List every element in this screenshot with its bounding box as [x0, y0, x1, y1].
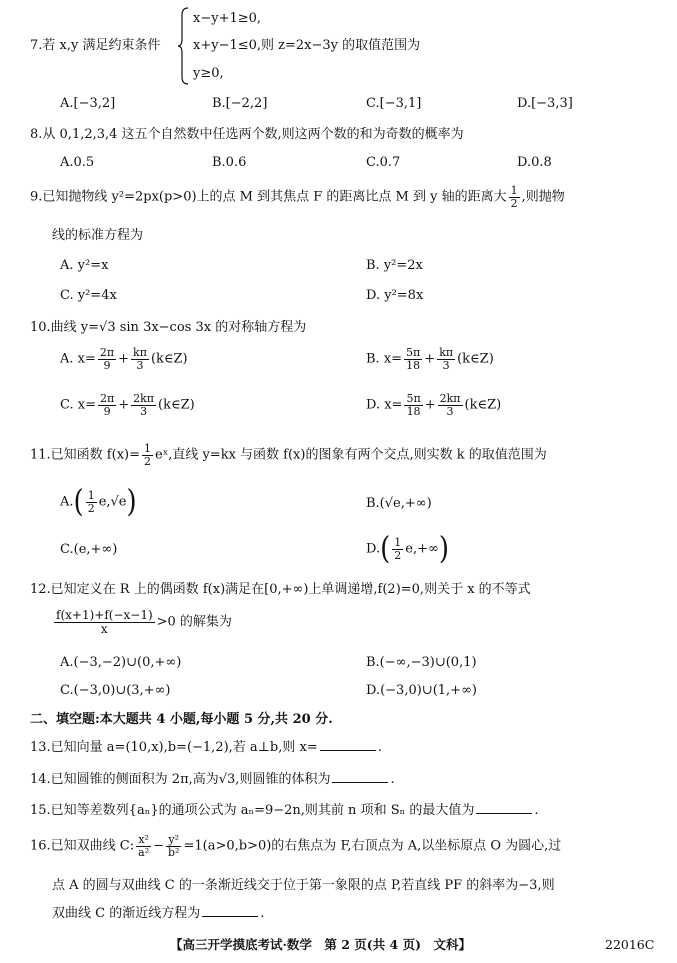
q16-fraction-2-num: y²: [166, 834, 181, 847]
q16-line-2: 点 A 的圆与双曲线 C 的一条渐近线交于位于第一象限的点 P,若直线 PF 的斜率为−3,则: [52, 878, 555, 893]
q11-d-fraction-num: 1: [394, 535, 402, 549]
q7-condition-1: x−y+1≥0,: [193, 11, 262, 26]
q10-d-pre: D. x=: [366, 397, 403, 413]
q9-fraction: [509, 185, 520, 209]
q9-option-c: C. y²=4x: [60, 288, 117, 303]
q11-fraction-den: 2: [144, 454, 151, 468]
q11-a-fraction-num: 1: [87, 488, 95, 502]
q10-d-plus: +: [424, 397, 436, 413]
q9-option-a: A. y²=x: [60, 258, 109, 273]
q10-b-plus: +: [424, 351, 436, 367]
q10-a-pre: A. x=: [60, 351, 96, 367]
q10-c-frac1-num: 2π: [99, 392, 115, 405]
q10-d-post: (k∈Z): [464, 397, 502, 413]
q12-option-c: C.(−3,0)∪(3,+∞): [60, 683, 171, 698]
q10-d-frac2-den: 3: [446, 404, 454, 418]
q7-condition-2-text: x+y−1≤0,: [193, 38, 262, 53]
q11-a-fraction-den: 2: [87, 501, 95, 515]
q13-text: 13.已知向量 a=(10,x),b=(−1,2),若 a⊥b,则 x=: [30, 740, 318, 755]
q13-end: .: [377, 740, 382, 755]
q14-end: .: [390, 772, 395, 787]
q16-end: .: [260, 906, 265, 921]
q10-d-frac2: [438, 393, 463, 417]
q10-b-post: (k∈Z): [457, 351, 494, 367]
q10-b-frac1: [404, 347, 422, 371]
q8-stem: 8.从 0,1,2,3,4 这五个自然数中任选两个数,则这两个数的和为奇数的概率为: [30, 127, 464, 142]
q9-fraction-num: 1: [510, 184, 518, 197]
q10-b-frac2-num: kπ: [439, 346, 454, 359]
q7-option-a: A.[−3,2]: [60, 96, 116, 111]
q12-fraction-den: x: [100, 621, 108, 636]
q15-end: .: [534, 803, 539, 818]
q16-text-d: 双曲线 C 的渐近线方程为: [52, 906, 201, 921]
q10-a-frac1-num: 2π: [99, 346, 115, 359]
q10-a-frac1: [98, 347, 116, 371]
q10-option-a: [60, 347, 188, 371]
q11-a-rest: e,√e: [98, 494, 127, 510]
q16-answer-blank[interactable]: [202, 916, 258, 917]
q7-condition-2: [193, 38, 420, 54]
q11-stem-a: 11.已知函数 f(x)=: [30, 447, 140, 463]
q9-stem-a: 9.已知抛物线 y²=2px(p>0)上的点 M 到其焦点 F 的距离比点 M 到 y 轴的距离大: [30, 189, 507, 205]
q11-fraction: [142, 443, 153, 467]
right-paren-icon: ): [438, 531, 449, 567]
q10-c-frac2-den: 3: [140, 404, 148, 418]
q10-c-frac2: [131, 393, 156, 417]
q11-d-fraction: [392, 537, 403, 561]
q16-fraction-2: [166, 834, 181, 858]
q15: [30, 803, 539, 819]
q10-d-frac2-num: 2kπ: [439, 392, 461, 405]
q10-option-c: [60, 393, 195, 417]
q7-option-b: B.[−2,2]: [212, 96, 268, 111]
q7-option-c: C.[−3,1]: [366, 96, 422, 111]
q9-option-d: D. y²=8x: [366, 288, 424, 303]
q11-d-label: D.: [366, 541, 381, 557]
q9-stem-b: ,则抛物: [521, 189, 565, 205]
q12-fraction: [54, 609, 155, 635]
q16-line-3: [52, 906, 264, 922]
q8-option-b: B.0.6: [212, 155, 247, 170]
q12-option-b: B.(−∞,−3)∪(0,1): [366, 655, 477, 670]
brace-icon: [177, 7, 191, 85]
q11-d-rest: e,+∞: [405, 541, 439, 557]
q10-d-frac1: [404, 393, 422, 417]
q11-d-fraction-den: 2: [394, 548, 402, 562]
left-paren-icon: (: [73, 484, 84, 520]
q10-a-frac2: [131, 347, 149, 371]
q7-stem: 7.若 x,y 满足约束条件: [30, 38, 161, 53]
q10-c-frac2-num: 2kπ: [133, 392, 155, 405]
q10-d-frac1-den: 18: [406, 404, 421, 418]
q10-c-frac1-den: 9: [103, 404, 111, 418]
q10-c-frac1: [98, 393, 116, 417]
section-heading: 二、填空题:本大题共 4 小题,每小题 5 分,共 20 分.: [30, 712, 333, 727]
q10-option-b: [366, 347, 494, 371]
q10-b-frac1-den: 18: [406, 358, 421, 372]
q14-text: 14.已知圆锥的侧面积为 2π,高为√3,则圆锥的体积为: [30, 772, 331, 787]
q16-line-1: [30, 834, 561, 858]
q7-condition-3: y≥0,: [193, 66, 224, 81]
q11-fraction-num: 1: [144, 442, 151, 455]
q11-stem: [30, 443, 547, 467]
q13: [30, 740, 382, 756]
q11-option-c: C.(e,+∞): [60, 542, 118, 557]
q9-stem-continued: 线的标准方程为: [52, 228, 144, 243]
q13-answer-blank[interactable]: [320, 750, 376, 751]
q15-answer-blank[interactable]: [476, 813, 532, 814]
q7-option-d: D.[−3,3]: [517, 96, 573, 111]
q16-text-a: 16.已知双曲线 C:: [30, 838, 135, 854]
q14: [30, 772, 395, 788]
q10-b-frac2-den: 3: [442, 358, 450, 372]
q10-a-frac2-den: 3: [136, 358, 144, 372]
q11-stem-b: eˣ,直线 y=kx 与函数 f(x)的图象有两个交点,则实数 k 的取值范围为: [155, 447, 547, 463]
q9-option-b: B. y²=2x: [366, 258, 423, 273]
q12-tail: >0 的解集为: [156, 614, 232, 630]
q10-a-frac2-num: kπ: [133, 346, 147, 359]
q10-c-plus: +: [118, 397, 130, 413]
left-paren-icon: (: [380, 531, 391, 567]
q16-fraction-1: [136, 834, 151, 858]
q7-condition-2-tail: 则 z=2x−3y 的取值范围为: [261, 38, 421, 53]
q10-stem: 10.曲线 y=√3 sin 3x−cos 3x 的对称轴方程为: [30, 320, 307, 335]
q16-fraction-1-den: a²: [138, 845, 150, 859]
q8-option-a: A.0.5: [60, 155, 95, 170]
q10-b-pre: B. x=: [366, 351, 403, 367]
q9-fraction-den: 2: [510, 196, 518, 210]
q10-c-post: (k∈Z): [158, 397, 195, 413]
q16-minus: −: [153, 838, 165, 854]
q11-a-fraction: [86, 490, 97, 514]
q16-fraction-1-num: x²: [136, 834, 151, 847]
page-footer: 【高三开学摸底考试·数学 第 2 页(共 4 页) 文科】: [170, 937, 471, 952]
q10-option-d: [366, 393, 501, 417]
q10-a-frac1-den: 9: [103, 358, 111, 372]
q16-fraction-2-den: b²: [168, 845, 180, 859]
q8-option-d: D.0.8: [517, 155, 552, 170]
q10-a-post: (k∈Z): [150, 351, 188, 367]
right-paren-icon: ): [126, 484, 137, 520]
q14-answer-blank[interactable]: [332, 782, 388, 783]
q15-text: 15.已知等差数列{aₙ}的通项公式为 aₙ=9−2n,则其前 n 项和 Sₙ 的最大值为: [30, 803, 475, 818]
q11-a-label: A.: [60, 494, 74, 510]
q12-inequality: [52, 609, 232, 635]
q10-b-frac2: [437, 347, 455, 371]
q10-a-plus: +: [118, 351, 130, 367]
exam-code: 22016C: [605, 937, 655, 952]
q12-stem: 12.已知定义在 R 上的偶函数 f(x)满足在[0,+∞)上单调递增,f(2)=0,则关于 x 的不等式: [30, 582, 531, 597]
q10-d-frac1-num: 5π: [406, 392, 421, 405]
q10-c-pre: C. x=: [60, 397, 96, 413]
q11-option-d: [366, 531, 449, 567]
q12-fraction-num: f(x+1)+f(−x−1): [56, 608, 153, 622]
q12-option-d: D.(−3,0)∪(1,+∞): [366, 683, 477, 698]
q11-option-b: B.(√e,+∞): [366, 496, 432, 511]
q8-option-c: C.0.7: [366, 155, 401, 170]
q10-b-frac1-num: 5π: [406, 346, 421, 359]
q9-stem: [30, 185, 565, 209]
q11-option-a: [60, 484, 137, 520]
q12-option-a: A.(−3,−2)∪(0,+∞): [60, 655, 182, 670]
q16-text-b: =1(a>0,b>0)的右焦点为 F,右顶点为 A,以坐标原点 O 为圆心,过: [183, 838, 562, 854]
